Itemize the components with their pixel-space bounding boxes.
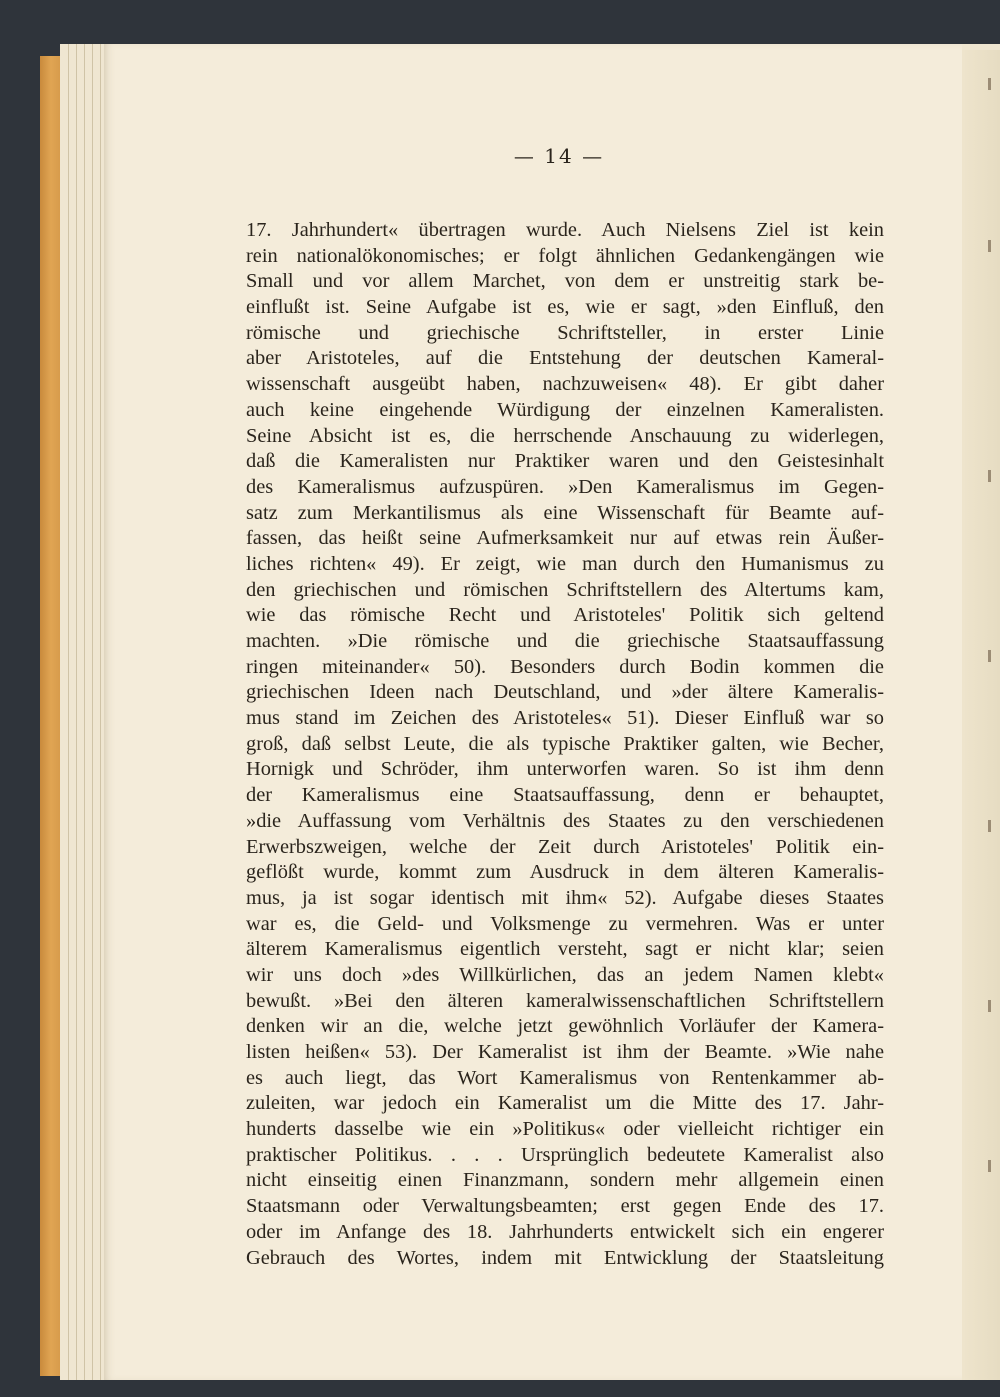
text-line: wie das römische Recht und Aristoteles' Politik sich geltend xyxy=(246,604,884,627)
text-line: denken wir an die, welche jetzt gewöhnlich Vorläufer der Kamera- xyxy=(246,1015,884,1038)
text-line: griechischen Ideen nach Deutschland, und »der ältere Kameralis- xyxy=(246,681,884,704)
text-line: aber Aristoteles, auf die Entstehung der deutschen Kameral- xyxy=(246,347,884,370)
text-line: der Kameralismus eine Staatsauffassung, denn er behauptet, xyxy=(246,784,884,807)
text-line: Hornigk und Schröder, ihm unterworfen waren. So ist ihm denn xyxy=(246,758,884,781)
text-line: römische und griechische Schriftsteller, in erster Linie xyxy=(246,321,884,344)
text-line: hunderts dasselbe wie ein »Politikus« oder vielleicht richtiger ein xyxy=(246,1118,884,1141)
text-line: wir uns doch »des Willkürlichen, das an jedem Namen klebt« xyxy=(246,963,884,986)
text-line: liches richten« 49). Er zeigt, wie man durch den Humanismus zu xyxy=(246,552,884,575)
text-line: den griechischen und römischen Schriftstellern des Altertums kam, xyxy=(246,578,884,601)
text-line: nicht einseitig einen Finanzmann, sondern mehr allgemein einen xyxy=(246,1169,884,1192)
text-line: Gebrauch des Wortes, indem mit Entwicklung der Staatsleitung xyxy=(246,1246,884,1269)
text-line: praktischer Politikus. . . . Ursprünglich bedeutete Kameralist also xyxy=(246,1143,884,1166)
text-line: Seine Absicht ist es, die herrschende Anschauung zu widerlegen, xyxy=(246,424,884,447)
text-line: fassen, das heißt seine Aufmerksamkeit nur auf etwas rein Äußer- xyxy=(246,527,884,550)
text-line: bewußt. »Bei den älteren kameralwissenschaftlichen Schriftstellern xyxy=(246,989,884,1012)
text-line: ringen miteinander« 50). Besonders durch Bodin kommen die xyxy=(246,655,884,678)
text-line: mus, ja ist sogar identisch mit ihm« 52). Aufgabe dieses Staates xyxy=(246,886,884,909)
text-line: listen heißen« 53). Der Kameralist ist ihm der Beamte. »Wie nahe xyxy=(246,1041,884,1063)
text-line: 17. Jahrhundert« übertragen wurde. Auch Nielsens Ziel ist kein xyxy=(246,219,884,241)
text-line: Erwerbszweigen, welche der Zeit durch Aristoteles' Politik ein- xyxy=(246,835,884,858)
page-number: — 14 — xyxy=(513,144,605,168)
text-line: auch keine eingehende Würdigung der einzelnen Kameralisten. xyxy=(246,398,884,421)
text-line: des Kameralismus aufzuspüren. »Den Kameralismus im Gegen- xyxy=(246,475,884,498)
text-line: wissenschaft ausgeübt haben, nachzuweisen« 48). Er gibt daher xyxy=(246,373,884,396)
body-text xyxy=(246,218,884,1271)
text-line: »die Auffassung vom Verhältnis des Staates zu den verschiedenen xyxy=(246,809,884,832)
text-line: es auch liegt, das Wort Kameralismus von Rentenkammer ab- xyxy=(246,1066,884,1089)
text-line: Small und vor allem Marchet, von dem er unstreitig stark be- xyxy=(246,270,884,293)
book-edge xyxy=(40,56,62,1376)
right-page-edge xyxy=(962,50,1000,1380)
text-line: geflößt wurde, kommt zum Ausdruck in dem älteren Kameralis- xyxy=(246,861,884,884)
text-line: oder im Anfange des 18. Jahrhunderts entwickelt sich ein engerer xyxy=(246,1220,884,1243)
text-line: machten. »Die römische und die griechische Staatsauffassung xyxy=(246,630,884,652)
text-line: einflußt ist. Seine Aufgabe ist es, wie er sagt, »den Einfluß, den xyxy=(246,296,884,319)
text-line: Staatsmann oder Verwaltungsbeamten; erst gegen Ende des 17. xyxy=(246,1195,884,1218)
text-line: groß, daß selbst Leute, die als typische Praktiker galten, wie Becher, xyxy=(246,732,884,755)
text-line: daß die Kameralisten nur Praktiker waren und den Geistesinhalt xyxy=(246,450,884,473)
text-line: mus stand im Zeichen des Aristoteles« 51). Dieser Einfluß war so xyxy=(246,707,884,730)
text-line: war es, die Geld- und Volksmenge zu vermehren. Was er unter xyxy=(246,912,884,935)
text-line: rein nationalökonomisches; er folgt ähnlichen Gedankengängen wie xyxy=(246,244,884,267)
book-page xyxy=(104,44,962,1380)
text-line: satz zum Merkantilismus als eine Wissenschaft für Beamte auf- xyxy=(246,501,884,524)
text-line: älterem Kameralismus eigentlich versteht, sagt er nicht klar; seien xyxy=(246,938,884,961)
text-line: zuleiten, war jedoch ein Kameralist um die Mitte des 17. Jahr- xyxy=(246,1092,884,1115)
